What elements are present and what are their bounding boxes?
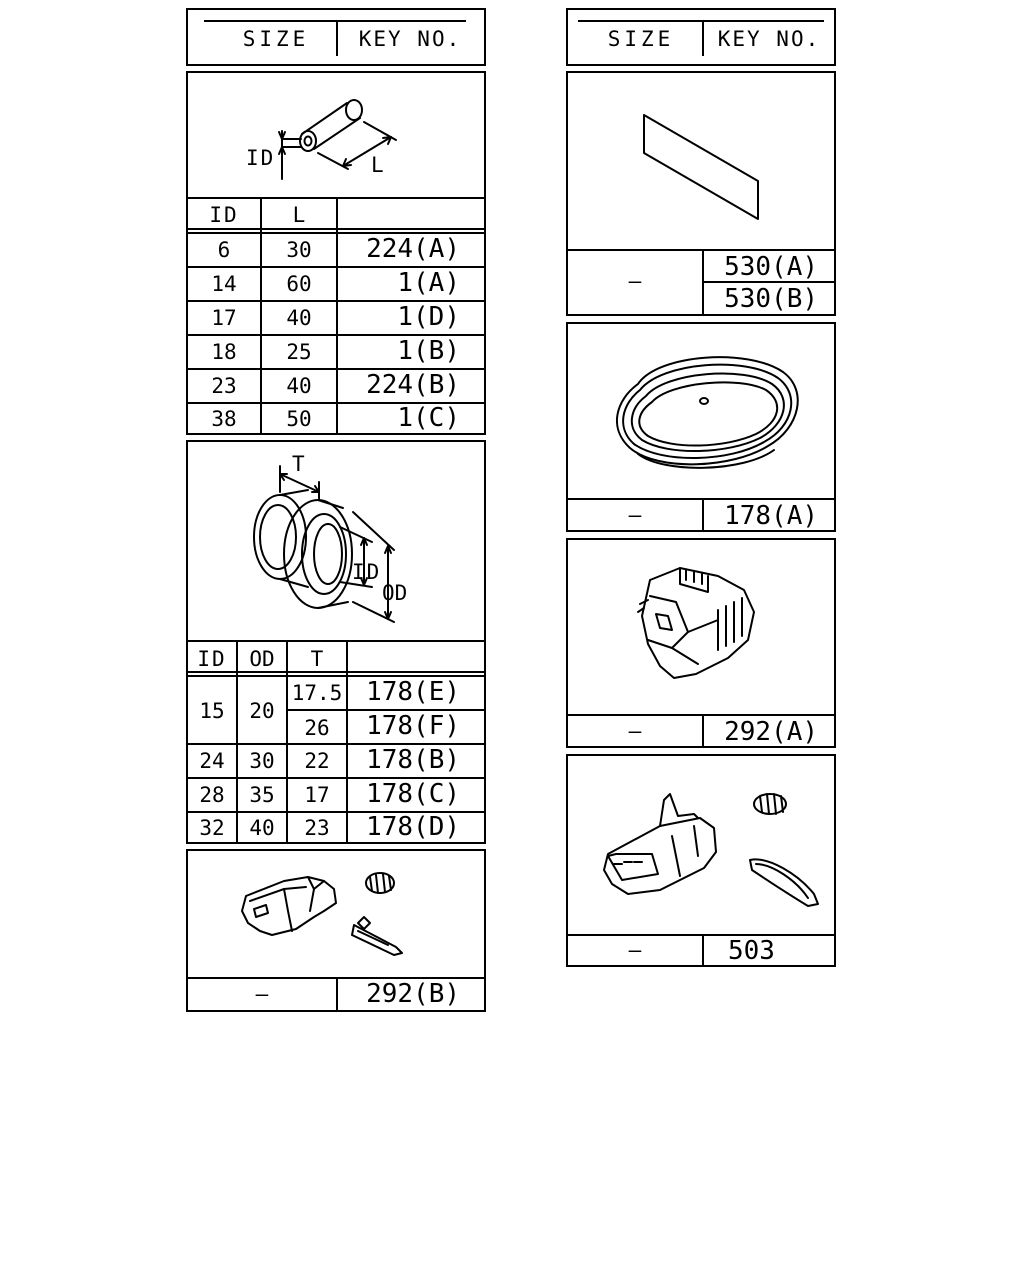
connector-503-section xyxy=(566,754,836,967)
grommet-dim-t-label: T xyxy=(292,452,305,476)
grommet-col-od: OD xyxy=(249,647,275,671)
size-header-right: SIZE xyxy=(607,27,675,51)
sheet-530a-key: 530(A) xyxy=(724,252,818,282)
sheet-illustration xyxy=(568,73,834,249)
size-header: SIZE xyxy=(242,27,310,51)
connector-292b-size: — xyxy=(255,982,269,1006)
key-no-header: KEY NO. xyxy=(358,27,462,51)
oval-grommet-size: — xyxy=(628,503,642,527)
grommet-col-id: ID xyxy=(197,647,227,671)
tube-col-id: ID xyxy=(209,203,239,227)
connector-292a-size: — xyxy=(628,719,642,743)
sheet-530-size: — xyxy=(628,269,642,293)
connector-292b-section xyxy=(186,849,486,1012)
tube-section: ID L ID L 6 30 224(A) 14 60 1(A) 17 40 1(D) 18 25 1(B) 23 40 224(B) 38 50 1(C) xyxy=(186,71,486,435)
connector-292a-key: 292(A) xyxy=(724,717,818,747)
left-header-box xyxy=(186,8,486,66)
key-no-header-right: KEY NO. xyxy=(717,27,821,51)
oval-grommet-illustration xyxy=(568,324,834,500)
grommet-dim-od-label: OD xyxy=(382,581,408,605)
grommet-illustration xyxy=(188,442,484,638)
tube-dim-id-label: ID xyxy=(246,146,276,170)
connector-503-key: 503 xyxy=(728,936,775,966)
right-header-box xyxy=(566,8,836,66)
connector-292a-section xyxy=(566,538,836,748)
connector-503-size: — xyxy=(628,938,642,962)
oval-grommet-key: 178(A) xyxy=(724,501,818,531)
grommet-dim-id-label: ID xyxy=(352,560,382,584)
oval-grommet-section xyxy=(566,322,836,532)
connector-292b-key: 292(B) xyxy=(366,979,460,1009)
tube-dim-l-label: L xyxy=(371,153,384,177)
tube-col-l: L xyxy=(292,203,306,227)
grommet-col-t: T xyxy=(310,647,324,671)
connector-503-illustration xyxy=(568,756,834,934)
connector-292a-illustration xyxy=(568,540,834,716)
grommet-section: T ID OD ID OD T 15 20 17.5 178(E) 26 178(F) 24 30 22 178(B) 28 35 17 178(C) 32 40 23 178(D) xyxy=(186,440,486,844)
sheet-530b-key: 530(B) xyxy=(724,284,818,314)
sheet-530-section xyxy=(566,71,836,316)
tube-illustration xyxy=(188,73,484,199)
connector-292b-illustration xyxy=(188,851,484,977)
